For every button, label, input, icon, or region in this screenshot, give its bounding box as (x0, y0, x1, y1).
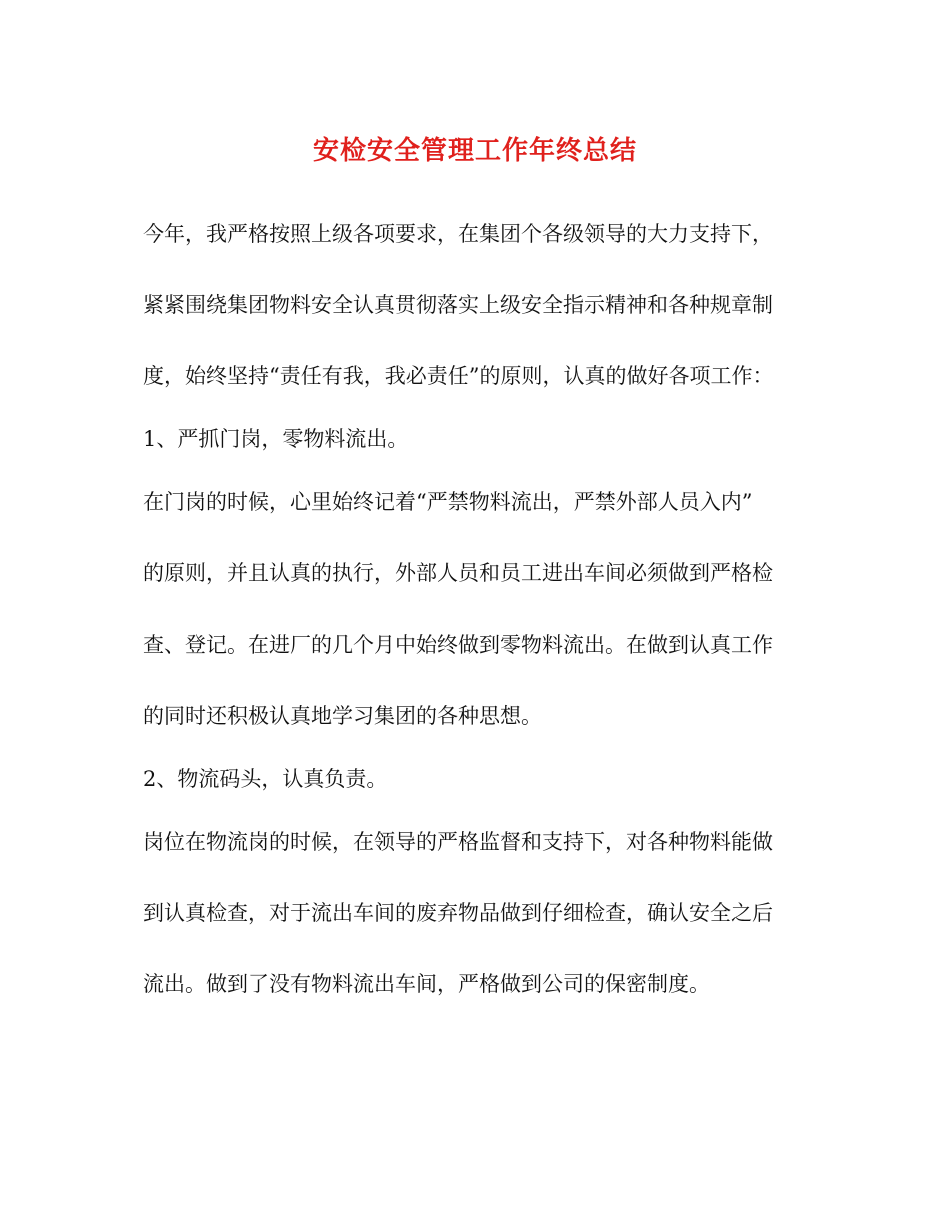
body-line: 查、登记。在进厂的几个月中始终做到零物料流出。在做到认真工作 (143, 633, 773, 657)
body-line: 紧紧围绕集团物料安全认真贯彻落实上级安全指示精神和各种规章制 (143, 293, 773, 317)
body-line: 到认真检查，对于流出车间的废弃物品做到仔细检查，确认安全之后 (143, 901, 773, 925)
body-line: 的同时还积极认真地学习集团的各种思想。 (143, 704, 542, 728)
section-heading-2: 2、物流码头，认真负责。 (143, 767, 388, 791)
section-heading-1: 1、严抓门岗，零物料流出。 (143, 427, 409, 451)
body-line: 今年，我严格按照上级各项要求，在集团个各级领导的大力支持下， (143, 222, 773, 246)
body-line: 流出。做到了没有物料流出车间，严格做到公司的保密制度。 (143, 972, 710, 996)
body-line: 岗位在物流岗的时候，在领导的严格监督和支持下，对各种物料能做 (143, 830, 773, 854)
document-title: 安检安全管理工作年终总结 (312, 136, 637, 166)
body-line: 的原则，并且认真的执行，外部人员和员工进出车间必须做到严格检 (143, 561, 773, 585)
body-line: 在门岗的时候，心里始终记着“严禁物料流出，严禁外部人员入内” (143, 490, 753, 514)
body-line: 度，始终坚持“责任有我，我必责任”的原则，认真的做好各项工作： (143, 364, 774, 388)
